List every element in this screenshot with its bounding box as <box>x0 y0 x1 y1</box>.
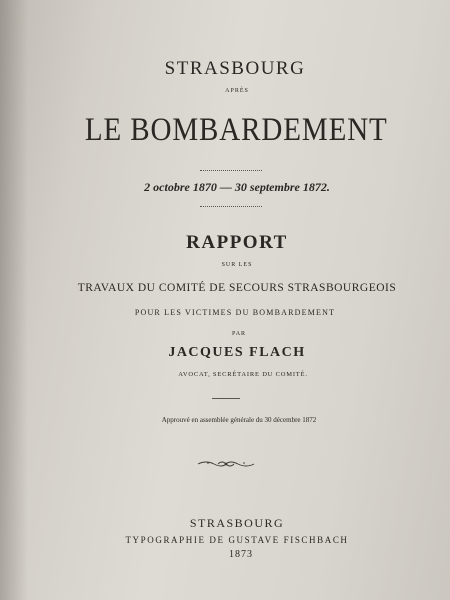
subtitle-travaux: TRAVAUX DU COMITÉ DE SECOURS STRASBOURGEOIS <box>77 282 397 294</box>
approval-note: Approuvé en assemblée générale du 30 décembre 1872 <box>161 416 317 424</box>
ornament-rule-bottom <box>200 206 262 209</box>
date-range: 2 octobre 1870 — 30 septembre 1872. <box>144 180 330 194</box>
apres-label: APRÈS <box>225 88 249 94</box>
rapport-heading: RAPPORT <box>186 232 288 253</box>
imprint-city: STRASBOURG <box>189 516 285 530</box>
imprint-year: 1873 <box>229 549 253 560</box>
ornamental-vignette-icon <box>196 458 256 470</box>
author-role: AVOCAT, SECRÉTAIRE DU COMITÉ. <box>178 371 308 378</box>
ornament-rule-top <box>200 170 262 173</box>
title-line-2: LE BOMBARDEMENT <box>84 112 388 148</box>
subtitle-pour: POUR LES VICTIMES DU BOMBARDEMENT <box>134 308 336 317</box>
imprint-printer: TYPOGRAPHIE DE GUSTAVE FISCHBACH <box>125 535 349 545</box>
sur-les-label: SUR LES <box>221 262 253 268</box>
title-line-1: STRASBOURG <box>164 58 306 79</box>
author-name: JACQUES FLACH <box>168 345 306 360</box>
par-label: PAR <box>231 331 247 337</box>
divider-rule <box>212 398 240 399</box>
